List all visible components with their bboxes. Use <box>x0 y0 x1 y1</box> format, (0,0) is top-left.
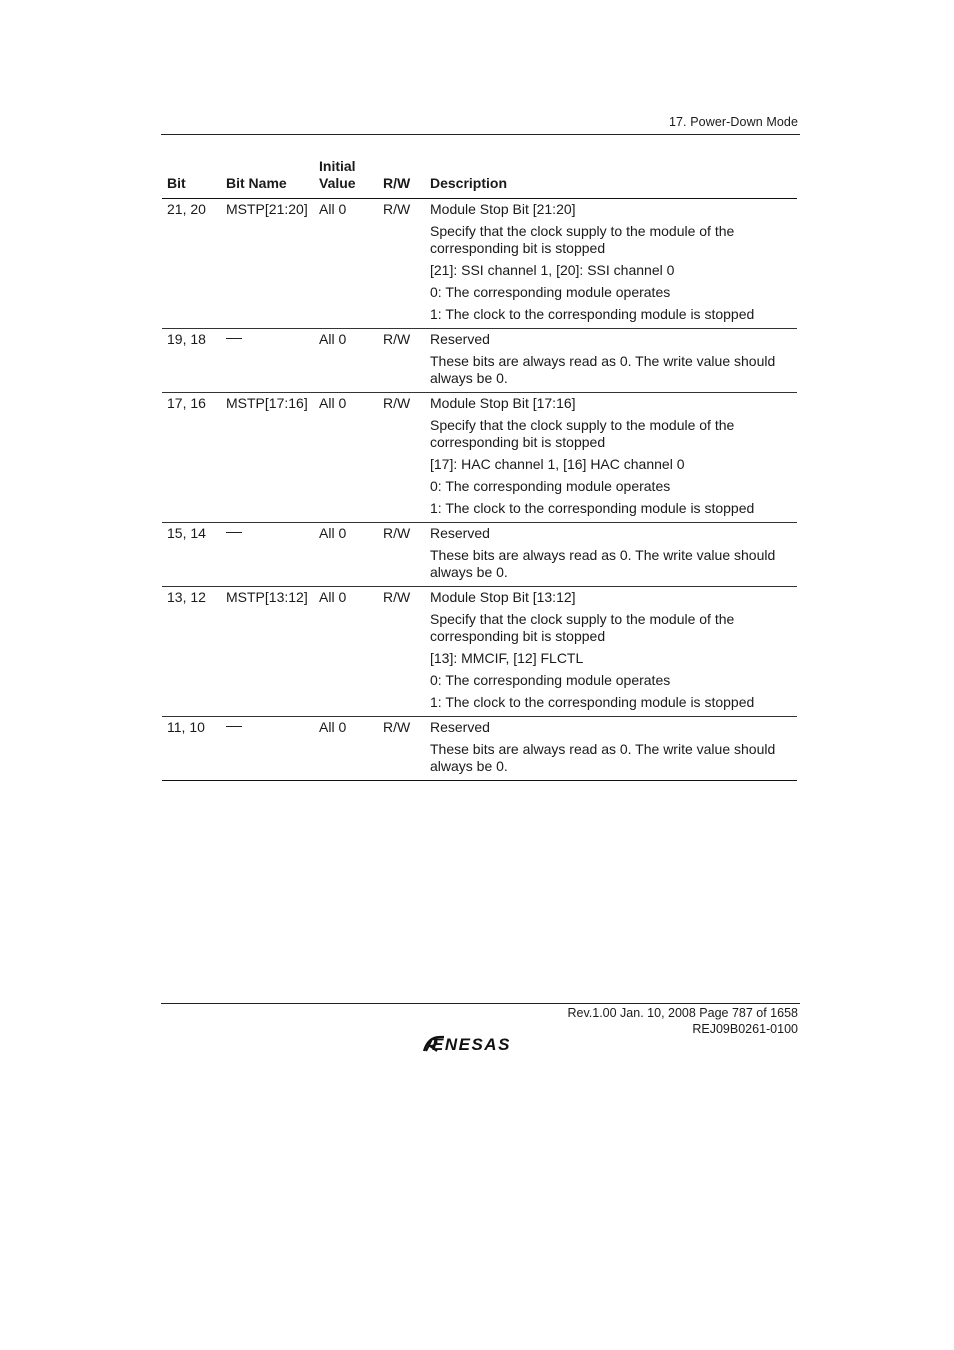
initial-value-cell: All 0 <box>319 331 347 347</box>
bit-name-cell: MSTP[13:12] <box>226 589 308 605</box>
description-line: Reserved <box>430 525 490 541</box>
page-footer <box>567 1005 798 1037</box>
description-line: Module Stop Bit [17:16] <box>430 395 576 411</box>
bit-cell: 13, 12 <box>167 589 206 605</box>
column-header-description: Description <box>425 158 797 199</box>
description-cell <box>425 587 797 717</box>
column-header-rw: R/W <box>378 158 425 199</box>
description-line: 0: The corresponding module operates <box>430 284 671 300</box>
table-row <box>162 393 797 523</box>
description-cell <box>425 329 797 393</box>
bit-cell: 11, 10 <box>167 719 205 735</box>
description-cell <box>425 199 797 329</box>
description-line: Module Stop Bit [21:20] <box>430 201 576 217</box>
description-cell <box>425 393 797 523</box>
description-cell <box>425 717 797 781</box>
description-line: 0: The corresponding module operates <box>430 672 671 688</box>
bit-cell: 15, 14 <box>167 525 206 541</box>
bit-name-cell: MSTP[17:16] <box>226 395 308 411</box>
table-row <box>162 199 797 329</box>
reserved-dash <box>226 726 242 727</box>
initial-value-cell: All 0 <box>319 201 347 217</box>
svg-text:ENESAS: ENESAS <box>432 1035 511 1054</box>
bit-cell: 21, 20 <box>167 201 206 217</box>
reserved-dash <box>226 532 242 533</box>
reserved-dash <box>226 338 242 339</box>
description-line: Reserved <box>430 719 490 735</box>
bit-cell: 17, 16 <box>167 395 206 411</box>
description-line: 1: The clock to the corresponding module is stopped <box>430 694 755 710</box>
bit-name-cell: MSTP[21:20] <box>226 201 308 217</box>
bit-name-cell <box>221 523 314 587</box>
description-line: 1: The clock to the corresponding module is stopped <box>430 500 755 516</box>
footer-rule <box>161 1003 800 1004</box>
initial-value-cell: All 0 <box>319 589 347 605</box>
description-line: 0: The corresponding module operates <box>430 478 671 494</box>
initial-value-cell: All 0 <box>319 719 347 735</box>
initial-value-cell: All 0 <box>319 525 347 541</box>
rw-cell: R/W <box>383 331 411 347</box>
description-line: Specify that the clock supply to the module of the corresponding bit is stopped <box>430 417 735 450</box>
description-line: Module Stop Bit [13:12] <box>430 589 576 605</box>
bit-cell: 19, 18 <box>167 331 206 347</box>
table-row <box>162 717 797 781</box>
bit-name-cell <box>221 329 314 393</box>
register-bit-table <box>162 158 797 781</box>
rw-cell: R/W <box>383 201 411 217</box>
description-line: These bits are always read as 0. The write value should always be 0. <box>430 741 776 774</box>
column-header-bit-name: Bit Name <box>221 158 314 199</box>
description-line: 1: The clock to the corresponding module is stopped <box>430 306 755 322</box>
table-row <box>162 587 797 717</box>
description-line: Specify that the clock supply to the module of the corresponding bit is stopped <box>430 611 735 644</box>
initial-value-cell: All 0 <box>319 395 347 411</box>
column-header-initial-value <box>314 158 378 199</box>
rw-cell: R/W <box>383 719 411 735</box>
description-line: [17]: HAC channel 1, [16] HAC channel 0 <box>430 456 685 472</box>
description-line: [21]: SSI channel 1, [20]: SSI channel 0 <box>430 262 675 278</box>
document-number: REJ09B0261-0100 <box>692 1022 798 1036</box>
table-header-row <box>162 158 797 199</box>
renesas-logo <box>422 1033 542 1055</box>
description-line: [13]: MMCIF, [12] FLCTL <box>430 650 584 666</box>
header-rule <box>161 134 800 135</box>
running-header: 17. Power-Down Mode <box>668 115 798 129</box>
rw-cell: R/W <box>383 589 411 605</box>
description-line: Reserved <box>430 331 490 347</box>
table-row <box>162 523 797 587</box>
column-header-bit: Bit <box>162 158 221 199</box>
description-line: These bits are always read as 0. The write value should always be 0. <box>430 547 776 580</box>
rw-cell: R/W <box>383 395 411 411</box>
description-cell <box>425 523 797 587</box>
rw-cell: R/W <box>383 525 411 541</box>
table-row <box>162 329 797 393</box>
initial-value-label: Initial Value <box>319 158 356 191</box>
description-line: These bits are always read as 0. The write value should always be 0. <box>430 353 776 386</box>
bit-name-cell <box>221 717 314 781</box>
description-line: Specify that the clock supply to the module of the corresponding bit is stopped <box>430 223 735 256</box>
revision-info: Rev.1.00 Jan. 10, 2008 Page 787 of 1658 <box>567 1006 798 1020</box>
